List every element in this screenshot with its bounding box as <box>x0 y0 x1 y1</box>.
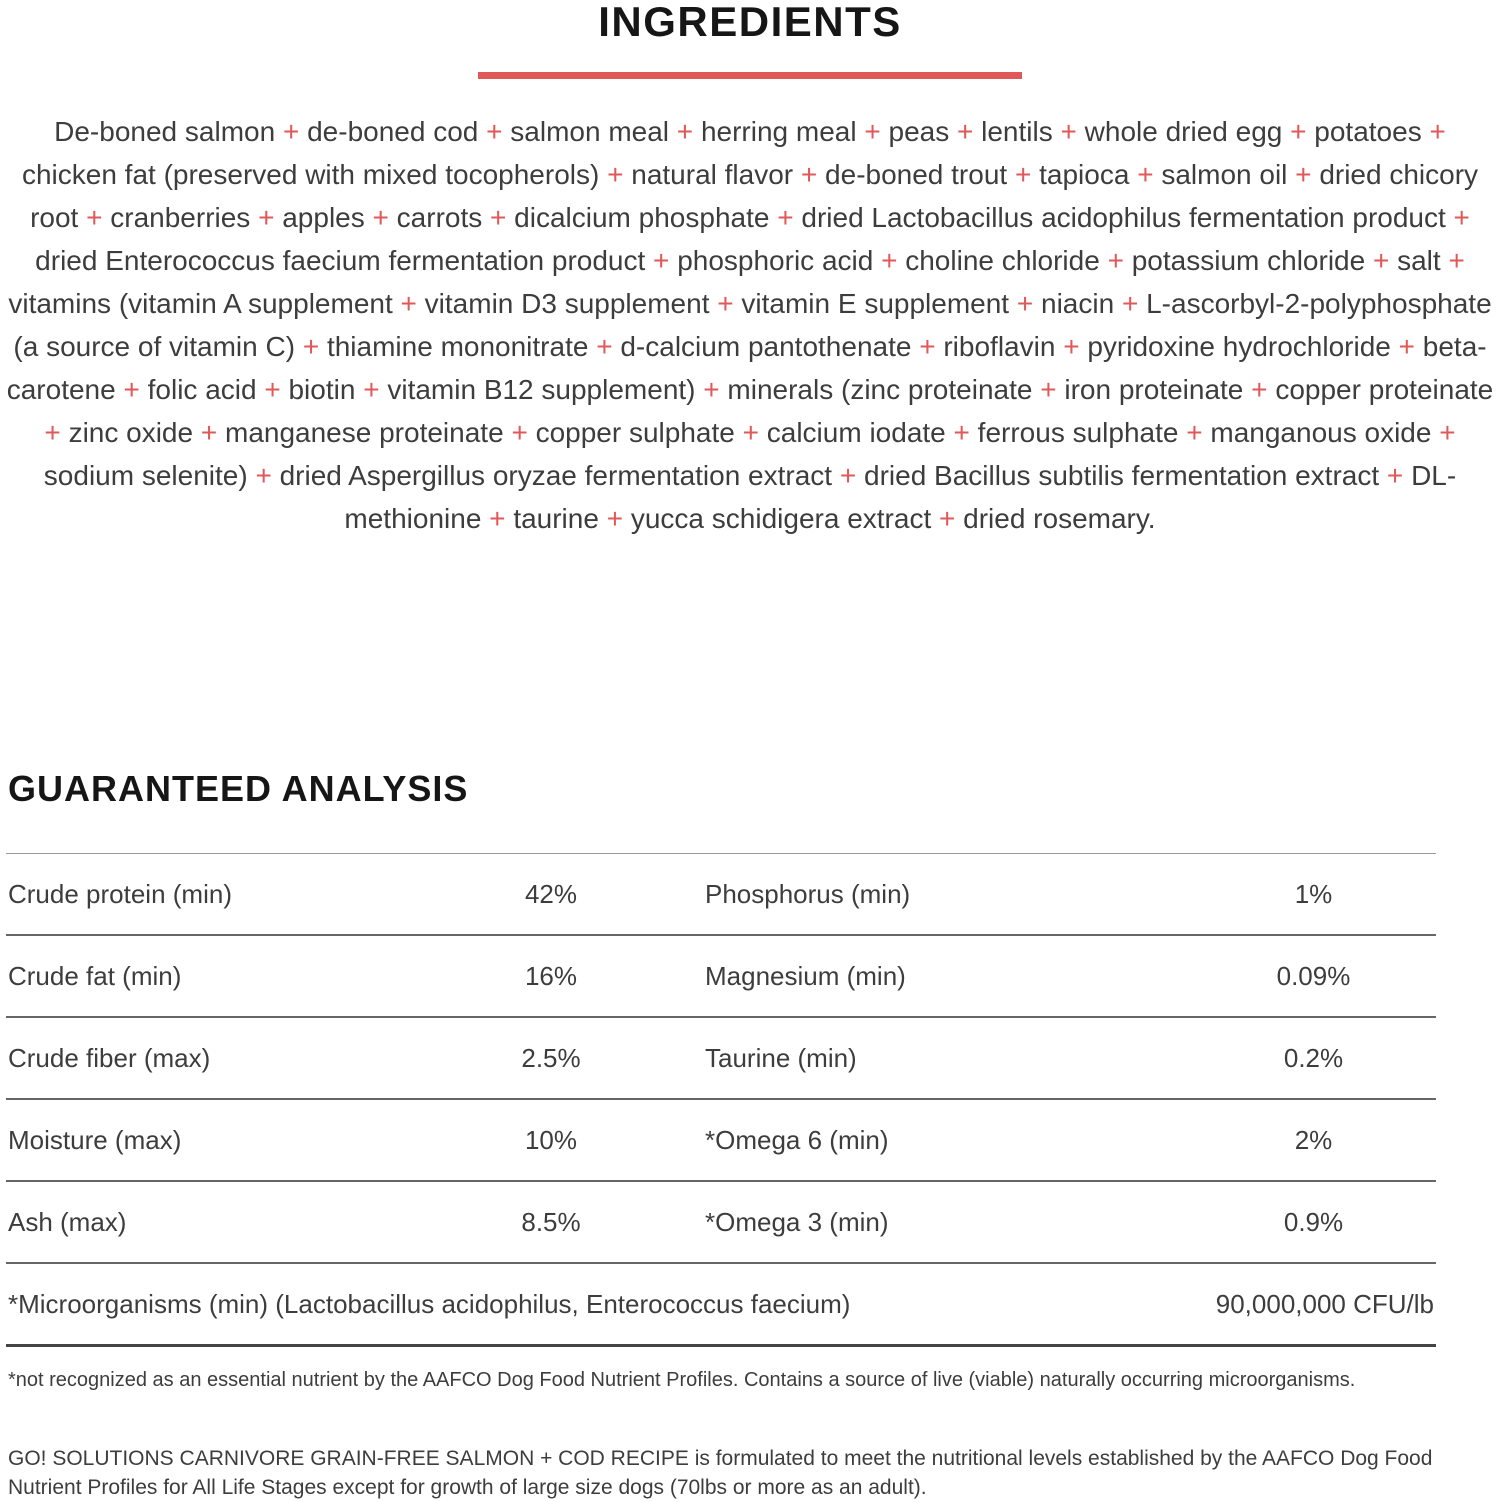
plus-separator: + <box>200 417 218 448</box>
plus-separator: + <box>676 116 694 147</box>
plus-separator: + <box>919 331 936 362</box>
microorganisms-label: *Microorganisms (min) (Lactobacillus acidophilus, Enterococcus faecium) <box>8 1288 851 1319</box>
plus-separator: + <box>1295 159 1312 190</box>
nutrient-value: 8.5% <box>521 1206 581 1237</box>
nutrient-label: Phosphorus (min) <box>705 878 911 909</box>
plus-separator: + <box>282 116 300 147</box>
plus-separator: + <box>953 417 970 448</box>
nutrient-value: 2% <box>1294 1124 1333 1155</box>
plus-separator: + <box>1040 374 1057 405</box>
plus-separator: + <box>511 417 528 448</box>
nutrient-value: 10% <box>524 1124 578 1155</box>
table-row <box>6 936 1436 1018</box>
plus-separator: + <box>372 202 389 233</box>
plus-separator: + <box>957 116 974 147</box>
nutrient-label: *Omega 6 (min) <box>705 1124 889 1155</box>
plus-separator: + <box>363 374 380 405</box>
ingredients-title: INGREDIENTS <box>598 0 902 45</box>
nutrient-label: Ash (max) <box>8 1206 127 1237</box>
title-underline-rule <box>478 72 1022 79</box>
nutrient-label: Crude fiber (max) <box>8 1042 211 1073</box>
guaranteed-analysis-table <box>6 853 1436 1347</box>
formulation-statement: GO! SOLUTIONS CARNIVORE GRAIN-FREE SALMON + COD RECIPE is formulated to meet the nutritional levels established by the AAFCO Dog Food Nutrient Profiles for All Life Stages except for growth of large size dogs (70lbs or more as an adult). <box>8 1447 1433 1499</box>
nutrient-value: 1% <box>1294 878 1333 909</box>
nutrient-label: Crude fat (min) <box>8 960 182 991</box>
plus-separator: + <box>489 503 506 534</box>
nutrient-label: Crude protein (min) <box>8 878 232 909</box>
plus-separator: + <box>1016 288 1034 319</box>
plus-separator: + <box>742 417 759 448</box>
nutrient-value: 0.2% <box>1283 1042 1344 1073</box>
plus-separator: + <box>123 374 140 405</box>
plus-separator: + <box>1439 417 1456 448</box>
nutrient-value: 42% <box>524 878 578 909</box>
plus-separator: + <box>1398 331 1415 362</box>
plus-separator: + <box>1453 202 1470 233</box>
aafco-footnote: *not recognized as an essential nutrient by the AAFCO Dog Food Nutrient Profiles. Contains a source of live (viable) naturally occurring microorganisms. <box>8 1369 1356 1391</box>
plus-separator: + <box>255 460 272 491</box>
plus-separator: + <box>1251 374 1268 405</box>
nutrient-label: Taurine (min) <box>705 1042 857 1073</box>
plus-separator: + <box>800 159 818 190</box>
plus-separator: + <box>839 460 857 491</box>
plus-separator: + <box>703 374 720 405</box>
plus-separator: + <box>302 331 320 362</box>
plus-separator: + <box>258 202 275 233</box>
plus-separator: + <box>1014 159 1032 190</box>
table-row <box>6 1100 1436 1182</box>
plus-separator: + <box>881 245 898 276</box>
plus-separator: + <box>1290 116 1307 147</box>
plus-separator: + <box>1137 159 1154 190</box>
table-row <box>6 1182 1436 1264</box>
plus-separator: + <box>606 503 624 534</box>
plus-separator: + <box>717 288 734 319</box>
plus-separator: + <box>1372 245 1390 276</box>
plus-separator: + <box>1107 245 1124 276</box>
nutrient-value: 2.5% <box>521 1042 581 1073</box>
nutrient-label: Magnesium (min) <box>705 960 906 991</box>
plus-separator: + <box>44 417 61 448</box>
plus-separator: + <box>607 159 624 190</box>
microorganisms-row <box>6 1264 1436 1347</box>
plus-separator: + <box>1060 116 1077 147</box>
plus-separator: + <box>486 116 503 147</box>
plus-separator: + <box>264 374 281 405</box>
plus-separator: + <box>596 331 613 362</box>
plus-separator: + <box>1063 331 1080 362</box>
plus-separator: + <box>490 202 507 233</box>
nutrient-label: *Omega 3 (min) <box>705 1206 889 1237</box>
table-row <box>6 854 1436 936</box>
nutrient-label: Moisture (max) <box>8 1124 182 1155</box>
guaranteed-analysis-title: GUARANTEED ANALYSIS <box>8 768 469 809</box>
plus-separator: + <box>864 116 881 147</box>
plus-separator: + <box>400 288 417 319</box>
plus-separator: + <box>939 503 956 534</box>
ingredients-text: De-boned salmon + de-boned cod + salmon meal + herring meal + peas + lentils + whole dried egg + potatoes + chicken fat (preserved with mixed tocopherols) + natural flavor + de-boned trout + tapioca + salmon oil + dried chicory root + cranberries + apples + carrots + dicalcium phosphate + dried Lactobacillus acidophilus fermentation product + dried Enterococcus faecium fermentation product + phosphoric acid + choline chloride + potassium chloride + salt + vitamins (vitamin A supplement + vitamin D3 supplement + vitamin E supplement + niacin + L-ascorbyl-2-polyphosphate (a source of vitamin C) + thiamine mononitrate + d-calcium pantothenate + riboflavin + pyridoxine hydrochloride + beta-carotene + folic acid + biotin + vitamin B12 supplement) + minerals (zinc proteinate + iron proteinate + copper proteinate + zinc oxide + manganese proteinate + copper sulphate + calcium iodate + ferrous sulphate + manganous oxide + sodium selenite) + dried Aspergillus oryzae fermentation extract + dried Bacillus subtilis fermentation extract + DL-methionine + taurine + yucca schidigera extract + dried rosemary. <box>6 116 1494 534</box>
microorganisms-value: 90,000,000 CFU/lb <box>1215 1288 1434 1319</box>
plus-separator: + <box>1448 245 1465 276</box>
plus-separator: + <box>653 245 670 276</box>
table-row <box>6 1018 1436 1100</box>
plus-separator: + <box>1386 460 1404 491</box>
plus-separator: + <box>1186 417 1203 448</box>
plus-separator: + <box>1429 116 1446 147</box>
nutrient-value: 0.9% <box>1283 1206 1344 1237</box>
plus-separator: + <box>86 202 103 233</box>
nutrient-value: 16% <box>524 960 578 991</box>
plus-separator: + <box>777 202 794 233</box>
nutrient-value: 0.09% <box>1276 960 1351 991</box>
plus-separator: + <box>1121 288 1139 319</box>
